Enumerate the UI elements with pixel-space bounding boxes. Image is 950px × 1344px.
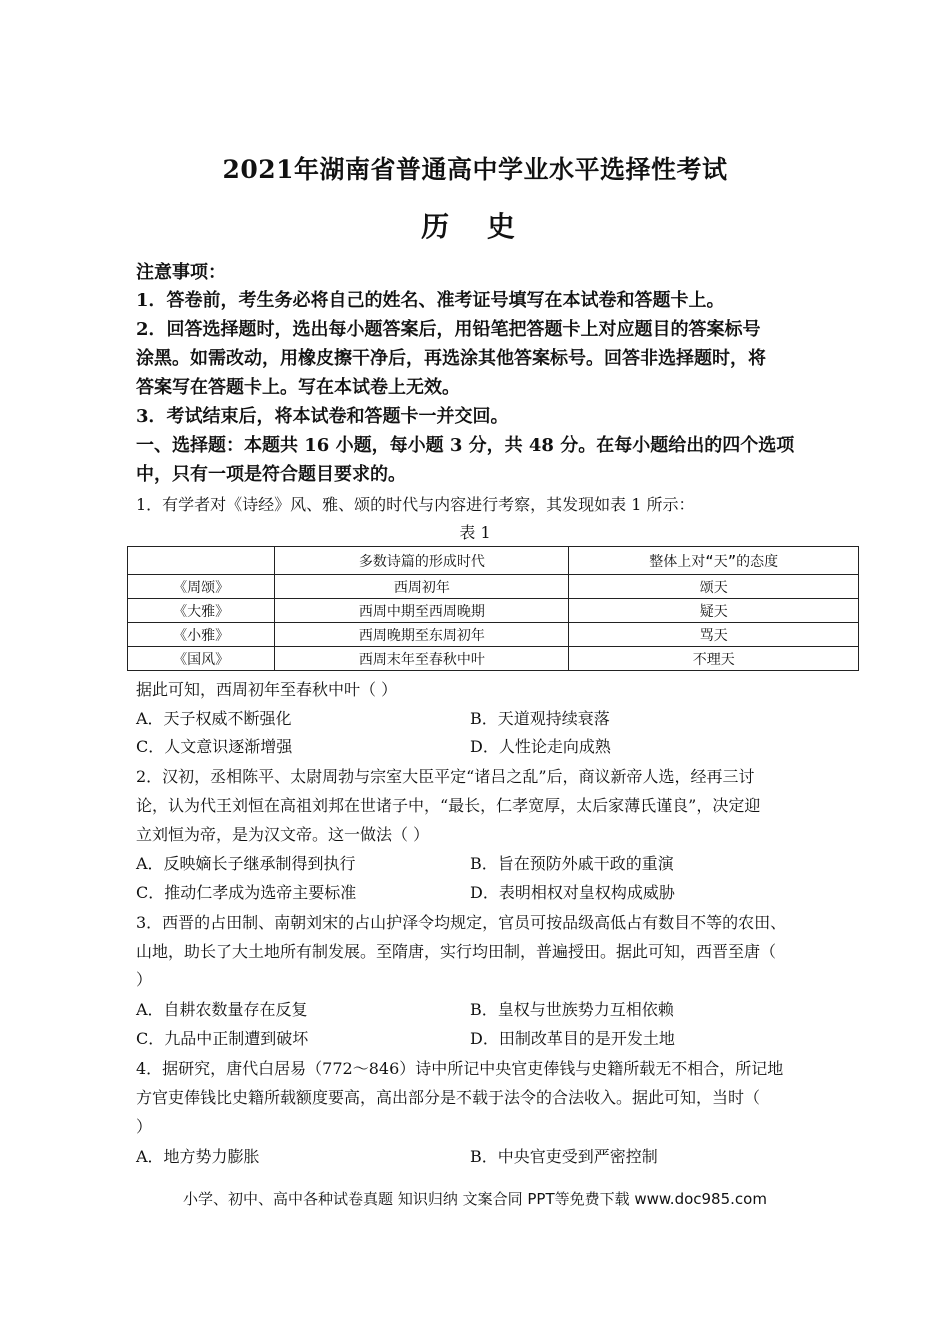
q2-option-b: B．旨在预防外戚干政的重演 [470, 854, 674, 873]
q4-option-b: B．中央官吏受到严密控制 [470, 1147, 658, 1166]
table-row [128, 575, 859, 599]
table-cell: 不理天 [569, 647, 859, 671]
q4-stem: ） [136, 1117, 153, 1136]
table-cell: 骂天 [569, 623, 859, 647]
table-cell: 西周中期至西周晚期 [275, 599, 569, 623]
exam-title: 2021年湖南省普通高中学业水平选择性考试 [222, 155, 728, 184]
q1-option-c: C．人文意识逐渐增强 [136, 737, 293, 756]
table-cell: 颂天 [569, 575, 859, 599]
q3-stem: 山地，助长了大土地所有制发展。至隋唐，实行均田制，普遍授田。据此可知，西晋至唐（ [136, 942, 777, 961]
table-header-row [128, 547, 859, 575]
section-heading: 一、选择题：本题共 16 小题，每小题 3 分，共 48 分。在每小题给出的四个选项 [136, 435, 795, 456]
table-cell: 西周末年至春秋中叶 [275, 647, 569, 671]
table-cell: 《国风》 [128, 647, 275, 671]
notice-heading: 注意事项： [136, 262, 226, 283]
poetry-table [127, 546, 859, 671]
section-heading: 中，只有一项是符合题目要求的。 [136, 464, 406, 485]
q2-stem: 立刘恒为帝，是为汉文帝。这一做法（ ） [136, 825, 430, 844]
q2-option-a: A．反映嫡长子继承制得到执行 [136, 854, 356, 873]
q2-stem: 论，认为代王刘恒在高祖刘邦在世诸子中，“最长，仁孝宽厚，太后家薄氏谨良”，决定迎 [136, 796, 761, 815]
table-cell: 西周初年 [275, 575, 569, 599]
q1-option-d: D．人性论走向成熟 [470, 737, 611, 756]
q3-option-b: B．皇权与世族势力互相依赖 [470, 1000, 674, 1019]
notice-line: 涂黑。如需改动，用橡皮擦干净后，再选涂其他答案标号。回答非选择题时，将 [136, 348, 766, 369]
q4-stem: 4．据研究，唐代白居易（772～846）诗中所记中央官吏俸钱与史籍所载无不相合，所记地 [136, 1059, 784, 1078]
q4-stem: 方官吏俸钱比史籍所载额度要高，高出部分是不载于法令的合法收入。据此可知，当时（ [136, 1088, 761, 1107]
q1-question: 据此可知，西周初年至春秋中叶（ ） [136, 680, 398, 699]
table-header-cell: 整体上对“天”的态度 [569, 547, 859, 575]
q2-option-c: C．推动仁孝成为选帝主要标准 [136, 883, 357, 902]
notice-line: 答案写在答题卡上。写在本试卷上无效。 [136, 377, 460, 398]
notice-line: 1．答卷前，考生务必将自己的姓名、准考证号填写在本试卷和答题卡上。 [136, 290, 725, 311]
table-row [128, 599, 859, 623]
table-header-cell: 多数诗篇的形成时代 [275, 547, 569, 575]
q3-option-d: D．田制改革目的是开发土地 [470, 1029, 675, 1048]
table-header-cell [128, 547, 275, 575]
table-row [128, 647, 859, 671]
notice-line: 2．回答选择题时，选出每小题答案后，用铅笔把答题卡上对应题目的答案标号 [136, 319, 761, 340]
q3-option-a: A．自耕农数量存在反复 [136, 1000, 308, 1019]
q2-stem: 2．汉初，丞相陈平、太尉周勃与宗室大臣平定“诸吕之乱”后，商议新帝人选，经再三讨 [136, 767, 755, 786]
q1-option-b: B．天道观持续衰落 [470, 709, 610, 728]
table-row [128, 623, 859, 647]
q1-option-a: A．天子权威不断强化 [136, 709, 292, 728]
table-cell: 西周晚期至东周初年 [275, 623, 569, 647]
q2-option-d: D．表明相权对皇权构成威胁 [470, 883, 675, 902]
notice-line: 3．考试结束后，将本试卷和答题卡一并交回。 [136, 406, 509, 427]
q1-stem: 1．有学者对《诗经》风、雅、颂的时代与内容进行考察，其发现如表 1 所示： [136, 495, 695, 514]
page-footer: 小学、初中、高中各种试卷真题 知识归纳 文案合同 PPT等免费下载 www.doc985.com [183, 1190, 767, 1208]
table-cell: 《周颂》 [128, 575, 275, 599]
q3-stem: 3．西晋的占田制、南朝刘宋的占山护泽令均规定，官员可按品级高低占有数目不等的农田、 [136, 913, 787, 932]
subject-title: 历 史 [421, 210, 529, 243]
q3-stem: ） [136, 970, 153, 989]
table-cell: 《小雅》 [128, 623, 275, 647]
q4-option-a: A．地方势力膨胀 [136, 1147, 260, 1166]
table-caption: 表 1 [459, 523, 491, 542]
table-cell: 疑天 [569, 599, 859, 623]
q3-option-c: C．九品中正制遭到破坏 [136, 1029, 309, 1048]
table-cell: 《大雅》 [128, 599, 275, 623]
